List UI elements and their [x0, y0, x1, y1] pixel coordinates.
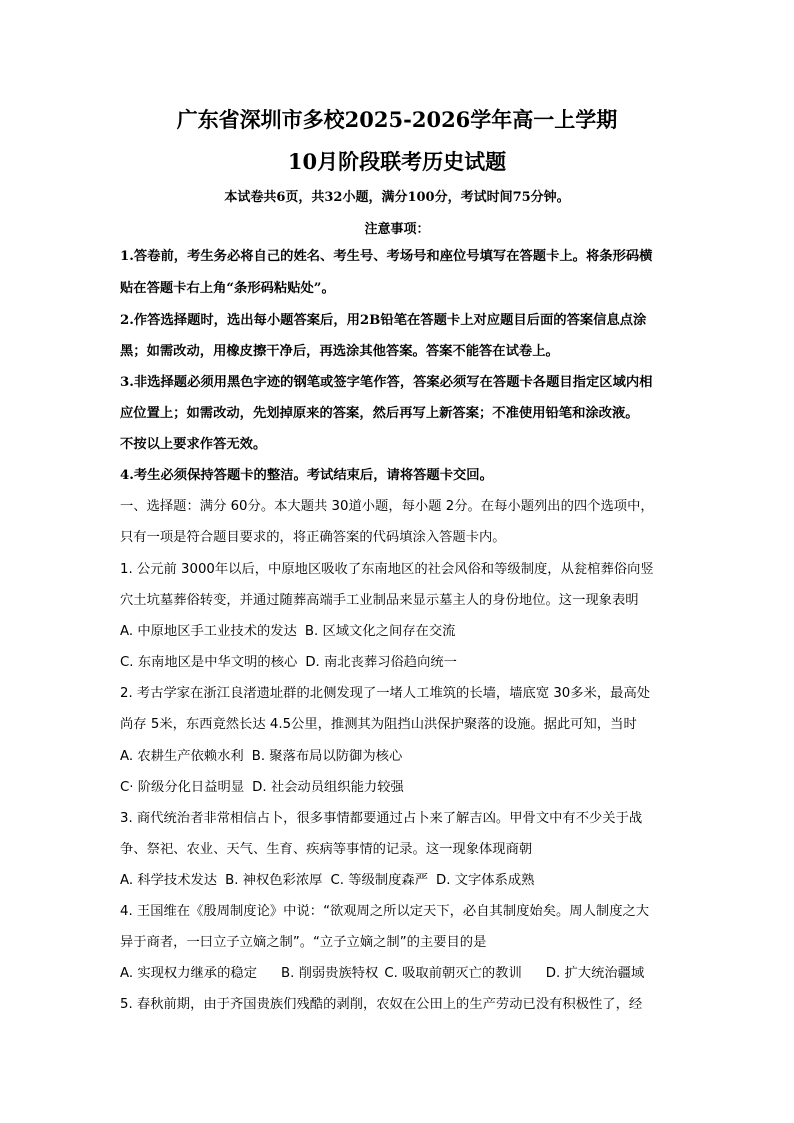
question-1-option-d[interactable]: D. 南北丧葬习俗趋向统一 — [305, 655, 457, 670]
note-1-line-1: 1.答卷前，考生务必将自己的姓名、考生号、考场号和座位号填写在答题卡上。将条形码横 — [120, 249, 653, 264]
exam-info: 本试卷共6页，共32小题，满分100分，考试时间75分钟。 — [224, 190, 570, 205]
question-4-line-1: 4. 王国维在《殷周制度论》中说：“欲观周之所以定天下，必自其制度始矣。周人制度之大 — [120, 904, 650, 919]
exam-title-line1: 广东省深圳市多校2025-2026学年高一上学期 — [176, 107, 618, 132]
question-1-option-a[interactable]: A. 中原地区手工业技术的发达 — [120, 624, 297, 639]
question-2-option-d[interactable]: D. 社会动员组织能力较强 — [252, 780, 404, 795]
note-2-line-2: 黑；如需改动，用橡皮擦干净后，再选涂其他答案。答案不能答在试卷上。 — [120, 344, 559, 359]
question-4-option-b[interactable]: B. 削弱贵族特权 — [281, 966, 379, 981]
exam-title-line2: 10月阶段联考历史试题 — [287, 149, 507, 174]
question-2-line-1: 2. 考古学家在浙江良渚遗址群的北侧发现了一堵人工堆筑的长墙，墙底宽 30多米，最高处 — [120, 686, 651, 701]
question-4-line-2: 异于商者，一曰立子立嫡之制”。“立子立嫡之制”的主要目的是 — [120, 935, 487, 950]
question-4-option-c[interactable]: C. 吸取前朝灭亡的教训 — [384, 966, 522, 981]
question-4-option-a[interactable]: A. 实现权力继承的稳定 — [120, 966, 257, 981]
note-4-line-1: 4.考生必须保持答题卡的整洁。考试结束后，请将答题卡交回。 — [120, 468, 493, 483]
question-2-option-a[interactable]: A. 农耕生产依赖水利 — [120, 749, 244, 764]
question-3-line-1: 3. 商代统治者非常相信占卜，很多事情都要通过占卜来了解吉凶。甲骨文中有不少关于战 — [120, 811, 643, 826]
question-1-line-1: 1. 公元前 3000年以后，中原地区吸收了东南地区的社会风俗和等级制度，从瓮棺葬俗向竖 — [120, 562, 654, 577]
note-3-line-1: 3.非选择题必须用黑色字迹的钢笔或签字笔作答，答案必须写在答题卡各题目指定区域内相 — [120, 375, 653, 390]
question-3-option-c[interactable]: C. 等级制度森严 — [330, 873, 428, 888]
question-3-line-2: 争、祭祀、农业、天气、生育、疾病等事情的记录。这一现象体现商朝 — [120, 842, 533, 857]
question-2-line-2: 尚存 5米，东西竟然长达 4.5公里，推测其为阻挡山洪保护聚落的设施。据此可知，当时 — [120, 717, 637, 732]
note-2-line-1: 2.作答选择题时，选出每小题答案后，用2B铅笔在答题卡上对应题目后面的答案信息点涂 — [120, 313, 647, 328]
question-4-option-d[interactable]: D. 扩大统治疆域 — [545, 966, 645, 981]
question-3-option-b[interactable]: B. 神权色彩浓厚 — [225, 873, 323, 888]
question-1-line-2: 穴土坑墓葬俗转变，并通过随葬高端手工业制品来显示墓主人的身份地位。这一现象表明 — [120, 593, 639, 608]
question-2-option-b[interactable]: B. 聚落布局以防御为核心 — [251, 749, 403, 764]
question-2-option-c[interactable]: C· 阶级分化日益明显 — [120, 780, 245, 795]
question-2-options-ab — [120, 747, 680, 767]
section-1-line-2: 只有一项是符合题目要求的，将正确答案的代码填涂入答题卡内。 — [120, 530, 506, 545]
notice-heading: 注意事项： — [364, 222, 430, 237]
question-1-options-ab — [120, 622, 680, 642]
question-3-option-a[interactable]: A. 科学技术发达 — [120, 873, 218, 888]
note-3-line-3: 不按以上要求作答无效。 — [120, 437, 267, 452]
section-1-line-1: 一、选择题：满分 60分。本大题共 30道小题，每小题 2分。在每小题列出的四个选项中， — [120, 499, 654, 514]
question-2-options-cd — [120, 778, 680, 798]
question-3-options — [120, 871, 680, 891]
note-1-line-2: 贴在答题卡右上角“条形码粘贴处”。 — [120, 281, 335, 296]
question-3-option-d[interactable]: D. 文字体系成熟 — [436, 873, 535, 888]
question-1-option-c[interactable]: C. 东南地区是中华文明的核心 — [120, 655, 298, 670]
question-5-line-1: 5. 春秋前期，由于齐国贵族们残酷的剥削，农奴在公田上的生产劳动已没有积极性了，经 — [120, 997, 643, 1012]
question-1-option-b[interactable]: B. 区域文化之间存在交流 — [304, 624, 456, 639]
note-3-line-2: 应位置上；如需改动，先划掉原来的答案，然后再写上新答案；不准使用铅笔和涂改液。 — [120, 406, 639, 421]
question-1-options-cd — [120, 653, 680, 673]
question-4-options — [120, 964, 680, 984]
